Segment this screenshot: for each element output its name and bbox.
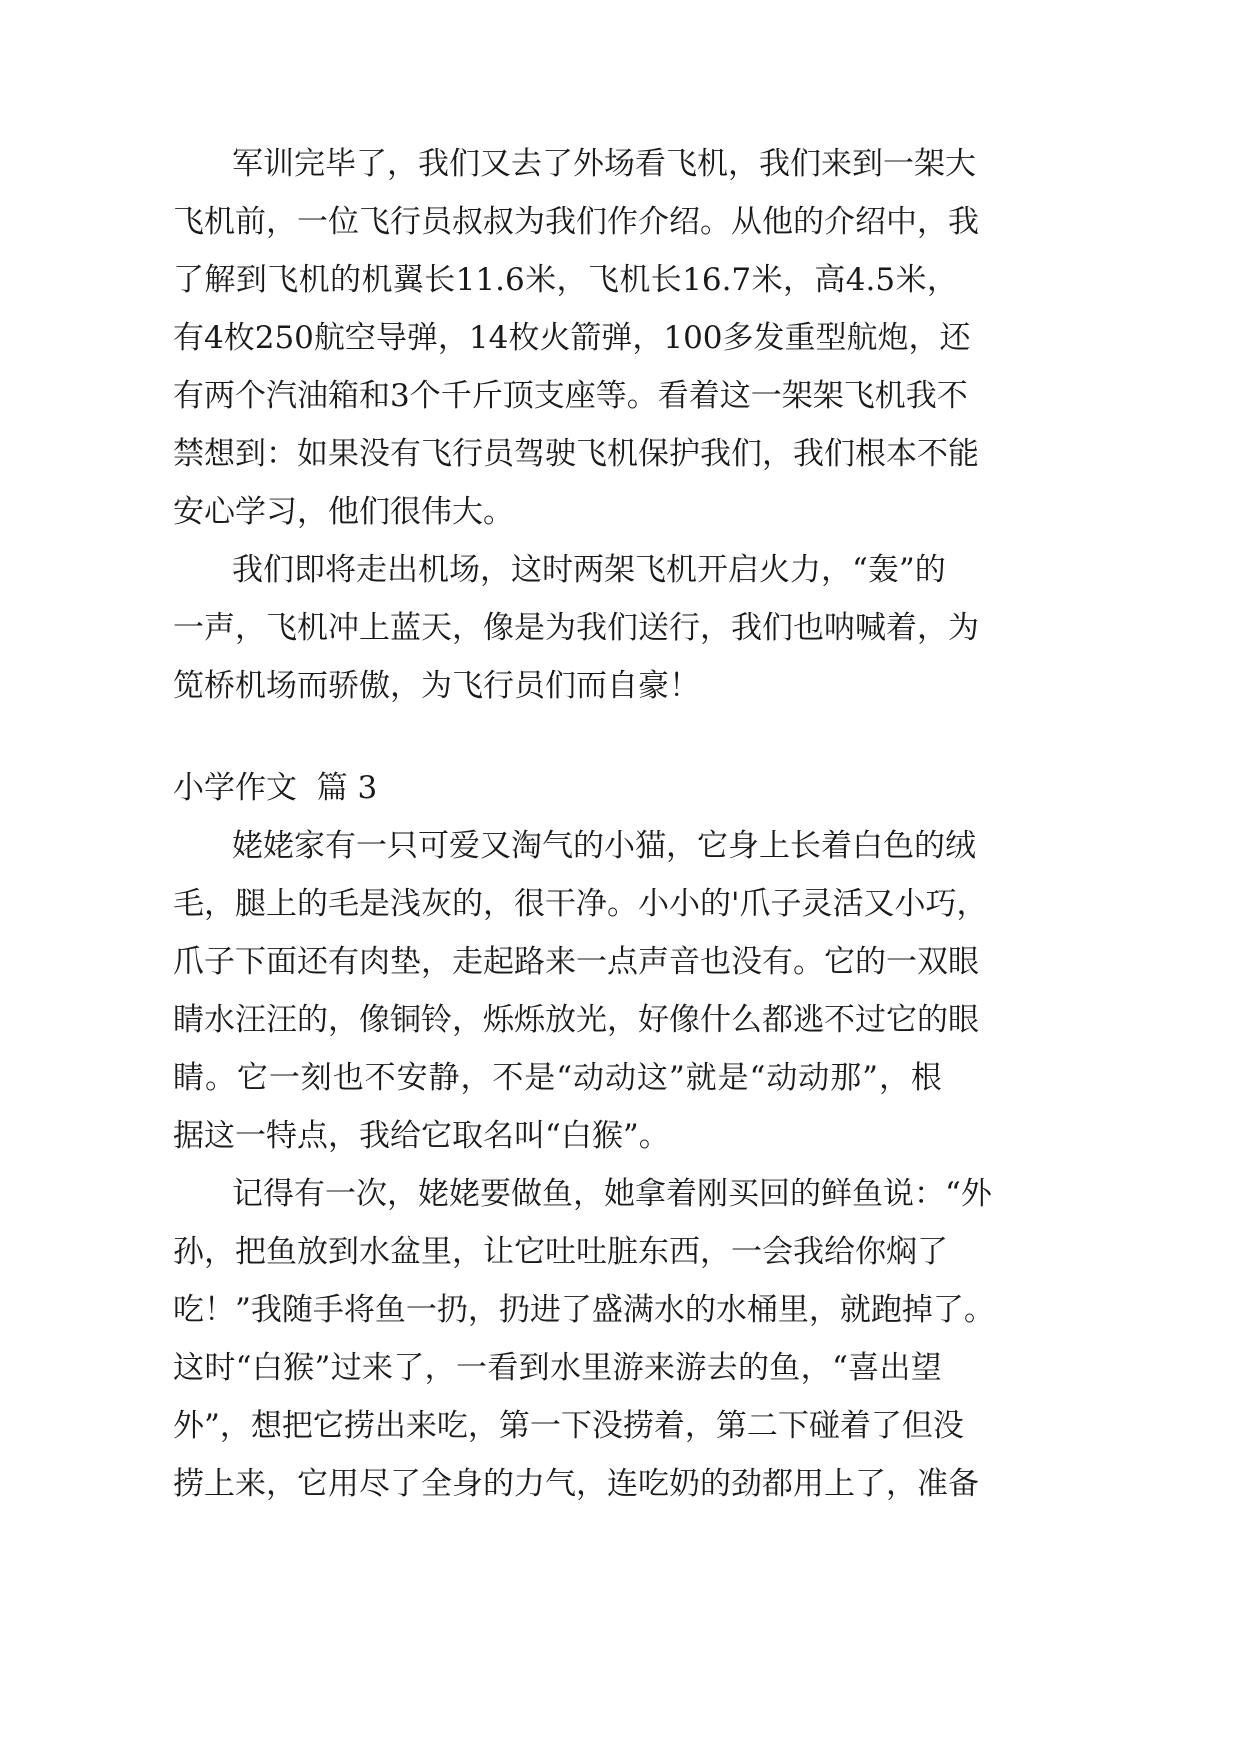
text-line: 爪 子 下 面 还 有 肉 垫 ， 走 起 路 来 一 点 声 音 也 没 有 。 它 的 一 双 眼: [173, 944, 979, 980]
text-line: 据这一特点，我给它取名叫“白猴”。: [173, 1118, 670, 1154]
text-line: 毛 ， 腿 上 的 毛 是 浅 灰 的 ， 很 干 净 。 小 小 的 ' 爪 子 灵 活 又 小 巧 ，: [173, 886, 988, 922]
text-line: 外 ” ， 想 把 它 捞 出 来 吃 ， 第 一 下 没 捞 着 ， 第 二 下 碰 着 了 但 没: [173, 1408, 964, 1444]
text-line: 飞 机 前 ， 一 位 飞 行 员 叔 叔 为 我 们 作 介 绍 。 从 他 的 介 绍 中 ， 我: [173, 204, 979, 240]
text-line: 了 解 到 飞 机 的 机 翼 长 11.6 米 ， 飞 机 长 16.7 米 ， 高 4.5 米 ，: [173, 262, 958, 298]
text-line: 我 们 即 将 走 出 机 场 ， 这 时 两 架 飞 机 开 启 火 力 ， “ 轰 ” 的: [232, 552, 946, 588]
text-line: 这 时 “ 白 猴 ” 过 来 了 ， 一 看 到 水 里 游 来 游 去 的 鱼 ， “ 喜 出 望: [173, 1350, 942, 1386]
text-line: 有 4 枚 250 航 空 导 弹 ， 14 枚 火 箭 弹 ， 100 多 发 重 型 航 炮 ， 还: [173, 320, 971, 356]
text-line: 一 声 ， 飞 机 冲 上 蓝 天 ， 像 是 为 我 们 送 行 ， 我 们 也 呐 喊 着 ， 为: [173, 610, 979, 646]
text-line: 吃 ！ ” 我 随 手 将 鱼 一 扔 ， 扔 进 了 盛 满 水 的 水 桶 里 ， 就 跑 掉 了 。: [173, 1292, 995, 1328]
text-line: 捞 上 来 ， 它 用 尽 了 全 身 的 力 气 ， 连 吃 奶 的 劲 都 用 上 了 ， 准 备: [173, 1466, 979, 1502]
text-line: 军 训 完 毕 了 ， 我 们 又 去 了 外 场 看 飞 机 ， 我 们 来 到 一 架 大: [232, 146, 976, 182]
text-line: 有 两 个 汽 油 箱 和 3 个 千 斤 顶 支 座 等 。 看 着 这 一 架 架 飞 机 我 不: [173, 378, 968, 414]
text-line: 睛 水 汪 汪 的 ， 像 铜 铃 ， 烁 烁 放 光 ， 好 像 什 么 都 逃 不 过 它 的 眼: [173, 1002, 979, 1038]
text-line: 安心学习，他们很伟大。: [173, 494, 514, 530]
text-line: 孙 ， 把 鱼 放 到 水 盆 里 ， 让 它 吐 吐 脏 东 西 ， 一 会 我 给 你 焖 了: [173, 1234, 948, 1270]
text-line: 姥 姥 家 有 一 只 可 爱 又 淘 气 的 小 猫 ， 它 身 上 长 着 白 色 的 绒: [232, 828, 976, 864]
text-line: 记 得 有 一 次 ， 姥 姥 要 做 鱼 ， 她 拿 着 刚 买 回 的 鲜 鱼 说 ： “ 外: [232, 1176, 992, 1212]
text-line: 笕桥机场而骄傲，为飞行员们而自豪！: [173, 668, 700, 704]
section-heading: 小学作文 篇 3: [173, 770, 378, 806]
text-line: 禁 想 到 ： 如 果 没 有 飞 行 员 驾 驶 飞 机 保 护 我 们 ， 我 们 根 本 不 能: [173, 436, 979, 472]
text-line: 睛 。 它 一 刻 也 不 安 静 ， 不 是 “ 动 动 这 ” 就 是 “ 动 动 那 ” ， 根: [173, 1060, 942, 1096]
